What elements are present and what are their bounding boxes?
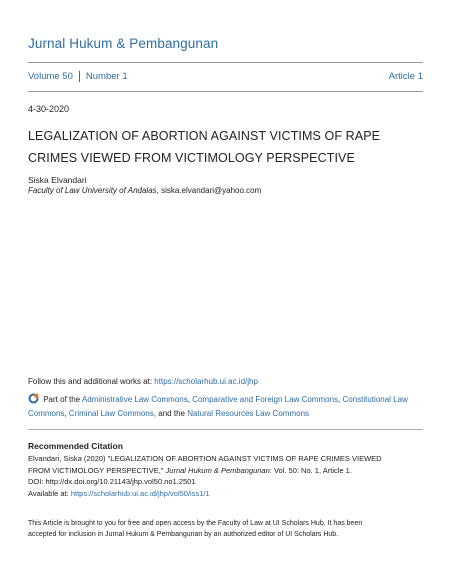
citation-divider [28, 429, 423, 430]
header-divider [28, 62, 423, 63]
citation-line2 [28, 465, 423, 477]
commons-disciplines [28, 393, 423, 421]
citation-body [28, 453, 423, 499]
article-title [28, 125, 423, 169]
access-notice-line1: This Article is brought to you for free and open access by the Faculty of Law at UI Scholars Hub. It has been [28, 520, 363, 527]
publication-date: 4-30-2020 [28, 104, 70, 114]
commons-link-criminal[interactable]: Criminal Law Commons [68, 409, 154, 418]
commons-sep: , [64, 409, 69, 418]
available-link[interactable]: https://scholarhub.ui.ac.id/jhp/vol50/iss1/1 [70, 488, 210, 498]
commons-link-constitutional[interactable]: Constitutional Law Commons [28, 395, 408, 418]
commons-link-comparative[interactable]: Comparative and Foreign Law Commons [192, 395, 339, 404]
citation-line2-suffix: : Vol. 50: No. 1, Article 1. [269, 465, 352, 475]
issue-bar [28, 71, 423, 82]
author-affiliation [28, 186, 261, 195]
journal-title-link[interactable]: Jurnal Hukum & Pembangunan [28, 36, 219, 51]
commons-sep: , [187, 395, 193, 404]
available-label: Available at: [28, 488, 71, 498]
commons-sep: , [338, 395, 343, 404]
access-notice-line2: accepted for inclusion in Jurnal Hukum & Pembangunan by an authorized editor of UI Scholars Hub. [28, 531, 339, 538]
follow-label: Follow this and additional works at: [28, 377, 155, 386]
article-title-line1: LEGALIZATION OF ABORTION AGAINST VICTIMS OF RAPE [28, 129, 381, 143]
article-link[interactable]: Article 1 [388, 71, 423, 82]
citation-line1: Elvandari, Siska (2020) "LEGALIZATION OF ABORTION AGAINST VICTIMS OF RAPE CRIMES VIEWED [28, 454, 382, 463]
commons-icon [28, 393, 39, 404]
commons-and: , and the [153, 409, 188, 418]
follow-link[interactable]: https://scholarhub.ui.ac.id/jhp [154, 377, 258, 386]
number-link[interactable]: Number 1 [85, 71, 128, 82]
commons-link-administrative[interactable]: Administrative Law Commons [81, 395, 188, 404]
commons-link-natural-resources[interactable]: Natural Resources Law Commons [187, 409, 310, 418]
citation-available [28, 488, 423, 500]
article-title-line2: CRIMES VIEWED FROM VICTIMOLOGY PERSPECTIVE [28, 151, 355, 165]
affiliation-text: Faculty of Law University of Andalas [28, 186, 157, 195]
citation-doi: DOI: http://dx.doi.org/10.21143/jhp.vol50.no1.2501 [28, 477, 196, 486]
access-notice [28, 518, 423, 540]
citation-journal: Jurnal Hukum & Pembangunan [165, 465, 270, 475]
author-email: siska.elvandari@yahoo.com [161, 186, 262, 195]
volume-link[interactable]: Volume 50 [28, 71, 73, 82]
commons-prefix: Part of the [41, 395, 82, 404]
citation-line2-prefix: FROM VICTIMOLOGY PERSPECTIVE," [28, 465, 166, 475]
affiliation-separator: , [156, 186, 162, 195]
issue-info [28, 71, 128, 82]
issue-divider [28, 91, 423, 92]
author-name: Siska Elvandari [28, 175, 87, 185]
citation-heading: Recommended Citation [28, 441, 123, 451]
follow-line [28, 377, 258, 386]
issue-separator [79, 71, 80, 82]
